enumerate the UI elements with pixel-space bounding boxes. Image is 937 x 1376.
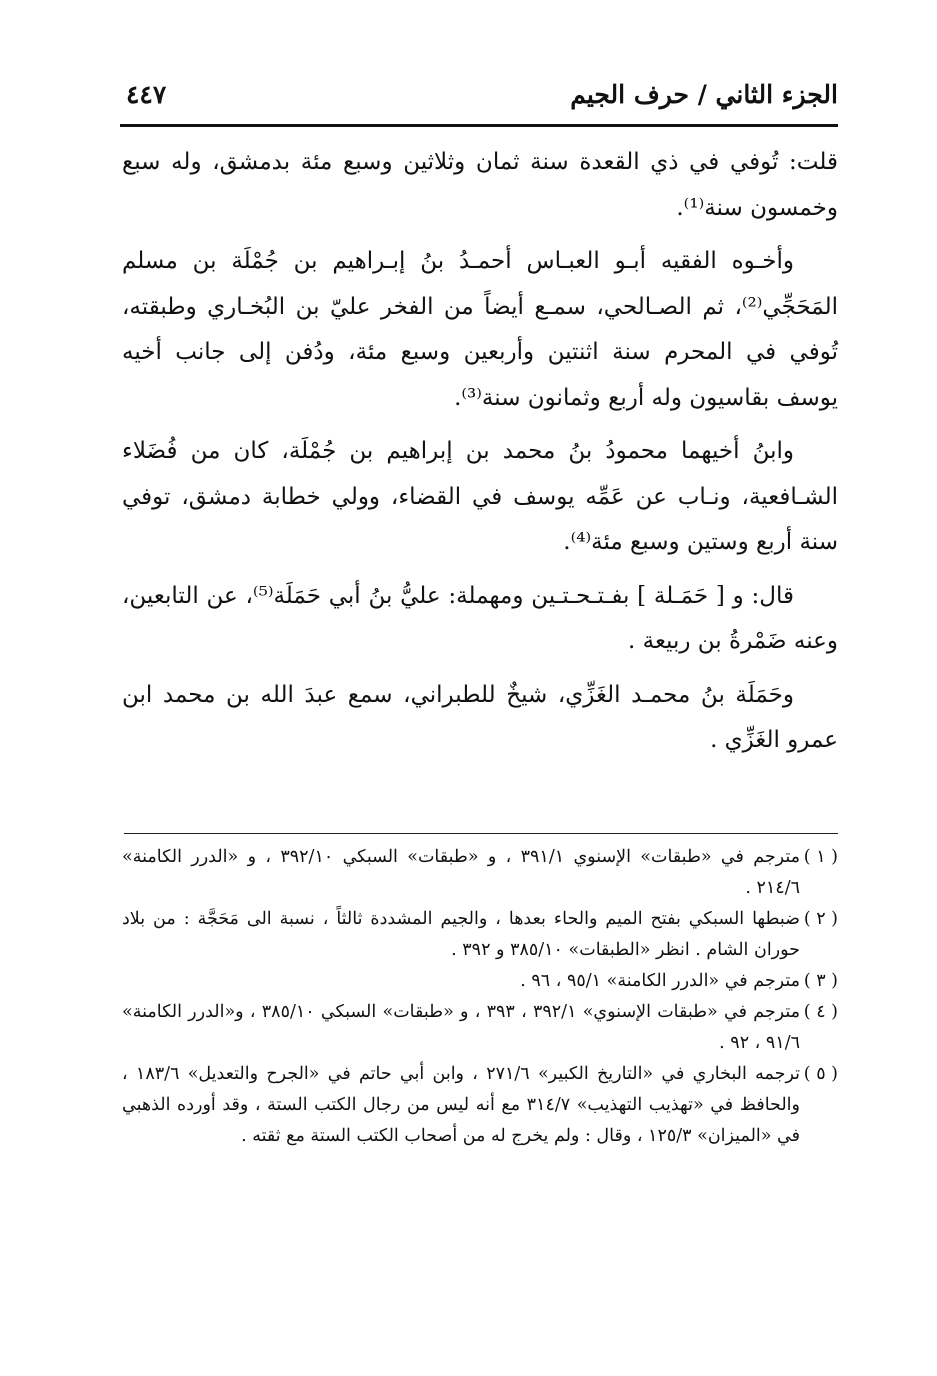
page-number: ٤٤٧	[126, 80, 167, 109]
footnote-5	[122, 1059, 838, 1152]
footnote-number: ( ٢ )	[803, 909, 838, 929]
footnote-text: ضبطها السبكي بفتح الميم والحاء بعدها ، والجيم المشددة ثالثاً ، نسبة الى مَحَجَّة : من بلاد حوران الشام . انظر «الطبقات» ٣٨٥/١٠ و ٣٩٢ .	[122, 909, 800, 960]
footnote-number: ( ٤ )	[803, 1002, 838, 1022]
running-header	[122, 70, 838, 120]
paragraph-5: وحَمَلَة بنُ محمـد الغَزِّي، شيخٌ للطبراني، سمع عبدَ الله بن محمد ابن عمرو الغَزِّي .	[122, 681, 838, 753]
paragraph-1: قلت: تُوفي في ذي القعدة سنة ثمان وثلاثين وسبع مئة بدمشق، وله سبع وخمسون سنة⁽¹⁾.	[122, 149, 838, 221]
paragraph-3: وابنُ أخيهما محمودُ بنُ محمد بن إبراهيم بن جُمْلَة، كان من فُضَلاء الشـافعية، ونـاب عن عَمِّه يوسف في القضاء، وولي خطابة دمشق، توفي سنة أربع وستين وسبع مئة⁽⁴⁾.	[122, 438, 838, 555]
footnote-text: مترجم في «الدرر الكامنة» ٩٥/١ ، ٩٦ .	[520, 971, 800, 991]
footnote-number: ( ٣ )	[803, 971, 838, 991]
footnotes	[122, 842, 838, 1152]
header-rule	[120, 124, 838, 127]
footnote-text: ترجمه البخاري في «التاريخ الكبير» ٢٧١/٦ ، وابن أبي حاتم في «الجرح والتعديل» ١٨٣/٦ ، والحافظ في «تهذيب التهذيب» ٣١٤/٧ مع أنه ليس من رجال الكتب الستة ، وقد أورده الذهبي في «الميزان» ١٢٥/٣ ، وقال : ولم يخرج له من أصحاب الكتب الستة مع ثقته .	[122, 1064, 800, 1146]
footnote-4	[122, 997, 838, 1059]
footnote-3	[122, 966, 838, 997]
footnote-number: ( ٥ )	[803, 1064, 838, 1084]
footnote-1	[122, 842, 838, 904]
paragraph-2: وأخـوه الفقيه أبـو العبـاس أحمـدُ بنُ إبـراهيم بن جُمْلَة بن مسلم المَحَجِّي⁽²⁾، ثم الصـالحي، سمـع أيضاً من الفخر عليّ بن البُخـاري وطبقته، تُوفي في المحرم سنة اثنتين وأربعين وسبع مئة، ودُفن إلى جانب أخيه يوسف بقاسيون وله أربع وثمانون سنة⁽³⁾.	[122, 248, 838, 411]
footnote-text: مترجم في «طبقات» الإسنوي ٣٩١/١ ، و «طبقات» السبكي ٣٩٢/١٠ ، و «الدرر الكامنة» ٢١٤/٦ .	[122, 847, 800, 898]
paragraph-4: قال: و [ حَمَـلة ] بفـتـحـتـين ومهملة: عليُّ بنُ أبي حَمَلَة⁽⁵⁾، عن التابعين، وعنه ضَمْرةُ بن ربيعة .	[122, 582, 838, 654]
footnote-text: مترجم في «طبقات الإسنوي» ٣٩٢/١ ، ٣٩٣ ، و «طبقات» السبكي ٣٨٥/١٠ ، و«الدرر الكامنة» ٩١/٦ ، ٩٢ .	[122, 1002, 800, 1053]
footnote-rule	[124, 833, 838, 834]
footnote-2	[122, 904, 838, 966]
footnote-number: ( ١ )	[803, 847, 838, 867]
main-text	[122, 140, 838, 772]
running-title: الجزء الثاني / حرف الجيم	[570, 80, 838, 109]
